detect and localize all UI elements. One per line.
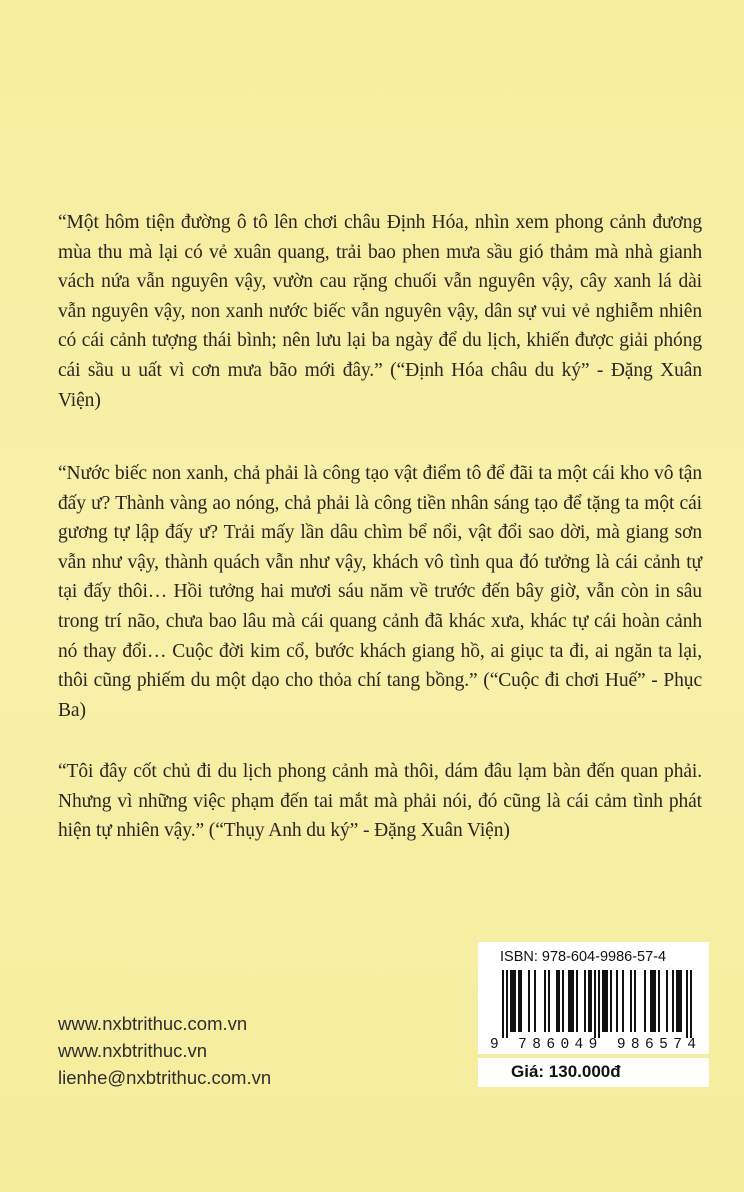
barcode-bar (562, 970, 564, 1032)
website-link-2: www.nxbtrithuc.vn (58, 1040, 208, 1061)
barcode-bar (548, 970, 550, 1032)
barcode-bar (514, 970, 516, 1032)
website-link-1: www.nxbtrithuc.com.vn (58, 1013, 248, 1034)
email-link: lienhe@nxbtrithuc.com.vn (58, 1067, 272, 1088)
barcode-bar (690, 970, 692, 1038)
barcode-bar (534, 970, 536, 1032)
barcode-bar (570, 970, 572, 1032)
barcode-bar (650, 970, 652, 1032)
barcode-bar (506, 970, 508, 1038)
barcode-bar (616, 970, 618, 1032)
barcode-bar (676, 970, 678, 1032)
barcode-bar (584, 970, 586, 1032)
barcode-bar (672, 970, 674, 1032)
barcode-bar (622, 970, 624, 1032)
barcode-bar (588, 970, 590, 1032)
barcode-bar (556, 970, 558, 1032)
barcode-bar (518, 970, 520, 1032)
barcode-bar (678, 970, 680, 1032)
barcode-bar (634, 970, 636, 1032)
isbn-label: ISBN: 978-604-9986-57-4 (500, 949, 667, 965)
barcode-bar (510, 970, 512, 1032)
price-block (478, 1058, 709, 1087)
barcode-bar (666, 970, 668, 1032)
barcode-bar (610, 970, 612, 1032)
price-label: Giá: 130.000đ (511, 1062, 621, 1081)
barcode-bar (652, 970, 654, 1032)
quote-dinh-hoa: “Một hôm tiện đường ô tô lên chơi châu Định Hóa, nhìn xem phong cảnh đương mùa thu mà lại có vẻ xuân quang, trải bao phen mưa sầu gió thảm mà nhà gianh vách nứa vẫn nguyên vậy, vườn cau rặng chuối vẫn nguyên vậy, cây xanh lá dài vẫn nguyên vậy, non xanh nước biếc vẫn nguyên vậy, dân sự vui vẻ nghiễm nhiên có cái cảnh tượng thái bình; nên lưu lại ba ngày để du lịch, khiến được giải phóng cái sầu u uất vì cơn mưa bão mới đây.” (“Định Hóa châu du ký” - Đặng Xuân Viện) (58, 212, 702, 411)
barcode-bar (658, 970, 660, 1032)
publisher-contacts (58, 1010, 271, 1091)
barcode-bar (604, 970, 606, 1032)
isbn-barcode-block (478, 942, 709, 1054)
barcode-bar (512, 970, 514, 1032)
barcode-bar (520, 970, 522, 1032)
barcode-bar (572, 970, 574, 1032)
barcode-bar (502, 970, 504, 1038)
barcode-bar (544, 970, 546, 1032)
barcode-bar (630, 970, 632, 1032)
quote-thuy-anh: “Tôi đây cốt chủ đi du lịch phong cảnh mà thôi, dám đâu lạm bàn đến quan phải. Nhưng vì những việc phạm đến tai mắt mà phải nói, đó cũng là cái cảm tình phát hiện tự nhiên vậy.” (“Thụy Anh du ký” - Đặng Xuân Viện) (58, 761, 702, 842)
barcode-bar (594, 970, 596, 1038)
barcode-digits: 9 786049 986574 (490, 1037, 696, 1052)
barcode-bar (598, 970, 600, 1038)
barcode-bar (686, 970, 688, 1038)
quote-cuoc-di-choi-hue: “Nước biếc non xanh, chả phải là công tạo vật điểm tô để đãi ta một cái kho vô tận đấy ư? Thành vàng ao nóng, chả phải là công tiền nhân sáng tạo để tặng ta một cái gương tự lập đấy ư? Trải mấy lần dâu chìm bể nổi, vật đổi sao dời, mà giang sơn vẫn như vậy, thành quách vẫn như vậy, khách vô tình qua đó tưởng là cái cảnh tự tại đấy thôi… Hồi tưởng hai mươi sáu năm về trước đến bây giờ, vẫn còn in sâu trong trí não, chưa bao lâu mà cái quang cảnh đã khác xưa, khác tự cái hoàn cảnh nó thay đổi… Cuộc đời kim cổ, bước khách giang hồ, ai giục ta đi, ai ngăn ta lại, thôi cũng phiếm du một dạo cho thỏa chí tang bồng.” (“Cuộc đi chơi Huế” - Phục Ba) (58, 463, 702, 721)
barcode-bar (606, 970, 608, 1032)
barcode-bar (680, 970, 682, 1032)
barcode-bar (590, 970, 592, 1032)
barcode-bar (654, 970, 656, 1032)
barcode-bar (602, 970, 604, 1032)
barcode-bar (528, 970, 530, 1032)
barcode-bar (644, 970, 646, 1032)
barcode-image (488, 970, 700, 1052)
barcode-bar (568, 970, 570, 1032)
barcode-bar (576, 970, 578, 1032)
barcode-bar (558, 970, 560, 1032)
